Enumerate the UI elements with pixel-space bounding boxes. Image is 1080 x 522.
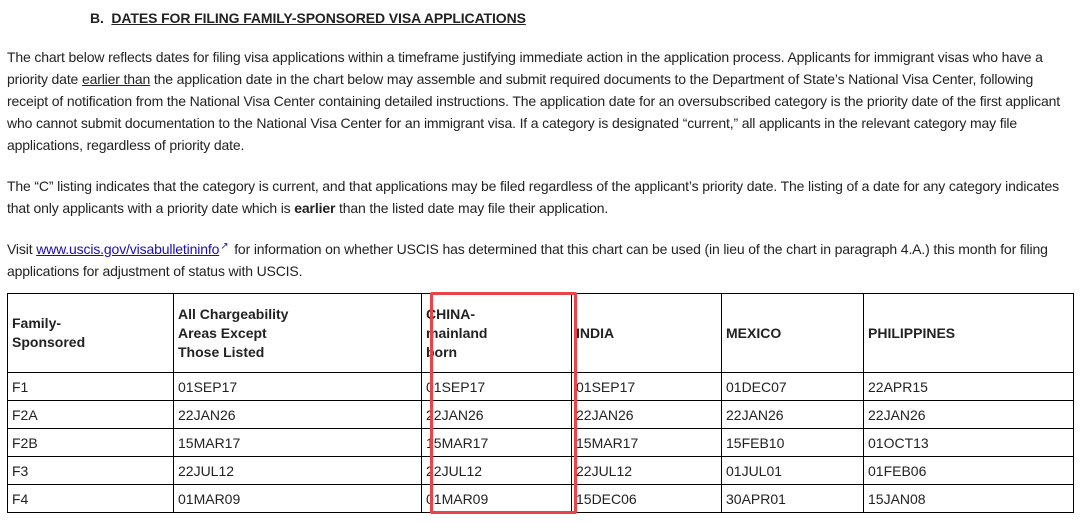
- date-cell: 22JUL12: [422, 457, 572, 485]
- uscis-link[interactable]: www.uscis.gov/visabulletininfo: [36, 241, 220, 257]
- date-cell: 15JAN08: [864, 485, 1074, 513]
- table-row: [8, 429, 1074, 457]
- paragraph-text: the application date in the chart below may assemble and submit required documents to the Department of State’s National Visa Center, following receipt of notification from the National Visa Center containing detailed instructions. The application date for an oversubscribed category is the priority date of the first applicant who cannot submit documentation to the National Visa Center for an immigrant visa. If a category is designated “current,” all applicants in the relevant category may file applications, regardless of priority date.: [7, 71, 1060, 153]
- table-row: [8, 485, 1074, 513]
- date-cell: 22JAN26: [572, 401, 722, 429]
- dates-for-filing-table: [7, 293, 1074, 513]
- date-cell: 15DEC06: [572, 485, 722, 513]
- table-row: [8, 373, 1074, 401]
- date-cell: 15MAR17: [572, 429, 722, 457]
- section-title: DATES FOR FILING FAMILY-SPONSORED VISA APPLICATIONS: [111, 10, 526, 26]
- date-cell: 01OCT13: [864, 429, 1074, 457]
- header-family-sponsored: Family- Sponsored: [8, 294, 174, 373]
- category-cell: F3: [8, 457, 174, 485]
- category-cell: F4: [8, 485, 174, 513]
- table-row: [8, 457, 1074, 485]
- date-cell: 22JAN26: [864, 401, 1074, 429]
- date-cell: 15MAR17: [422, 429, 572, 457]
- date-cell: 22JAN26: [422, 401, 572, 429]
- date-cell: 01SEP17: [572, 373, 722, 401]
- date-cell: 01DEC07: [722, 373, 864, 401]
- date-cell: 30APR01: [722, 485, 864, 513]
- header-philippines: PHILIPPINES: [864, 294, 1074, 373]
- date-cell: 22JUL12: [174, 457, 422, 485]
- date-cell: 01JUL01: [722, 457, 864, 485]
- table-body: [8, 373, 1074, 513]
- date-cell: 22JAN26: [722, 401, 864, 429]
- section-heading: [90, 10, 526, 26]
- table-header-row: [8, 294, 1074, 373]
- paragraph-text: Visit: [7, 241, 37, 257]
- header-all-chargeability: All Chargeability Areas Except Those Listed: [174, 294, 422, 373]
- date-cell: 01FEB06: [864, 457, 1074, 485]
- date-cell: 01MAR09: [422, 485, 572, 513]
- date-cell: 15FEB10: [722, 429, 864, 457]
- underlined-phrase: earlier than: [81, 71, 151, 87]
- header-china: CHINA- mainland born: [422, 294, 572, 373]
- current-listing-paragraph: [7, 175, 1073, 219]
- header-india: INDIA: [572, 294, 722, 373]
- date-cell: 01SEP17: [174, 373, 422, 401]
- paragraph-text: The “C” listing indicates that the category is current, and that applications may be filed regardless of the applicant’s priority date. The listing of a date for any category indicates that only applicants with a priority date which is: [7, 178, 1060, 216]
- date-cell: 15MAR17: [174, 429, 422, 457]
- date-cell: 22JUL12: [572, 457, 722, 485]
- section-letter: B.: [90, 10, 104, 26]
- date-cell: 01MAR09: [174, 485, 422, 513]
- paragraph-text: for information on whether USCIS has determined that this chart can be used (in lieu of the chart in paragraph 4.A.) this month for filing applications for adjustment of status with USCIS.: [7, 241, 1048, 279]
- paragraph-text: The chart below reflects dates for filing visa applications within a timeframe justifying immediate action in the application process. Applicants for immigrant visas who have a priority date: [7, 49, 1043, 87]
- category-cell: F2A: [8, 401, 174, 429]
- intro-paragraph: [7, 46, 1073, 156]
- table-row: [8, 401, 1074, 429]
- date-cell: 22JAN26: [174, 401, 422, 429]
- date-cell: 01SEP17: [422, 373, 572, 401]
- category-cell: F2B: [8, 429, 174, 457]
- header-mexico: MEXICO: [722, 294, 864, 373]
- category-cell: F1: [8, 373, 174, 401]
- date-cell: 22APR15: [864, 373, 1074, 401]
- uscis-paragraph: [7, 236, 1073, 282]
- paragraph-text: than the listed date may file their application.: [335, 200, 609, 216]
- external-link-icon[interactable]: ↗︎: [220, 241, 229, 252]
- bold-phrase: earlier: [294, 200, 336, 216]
